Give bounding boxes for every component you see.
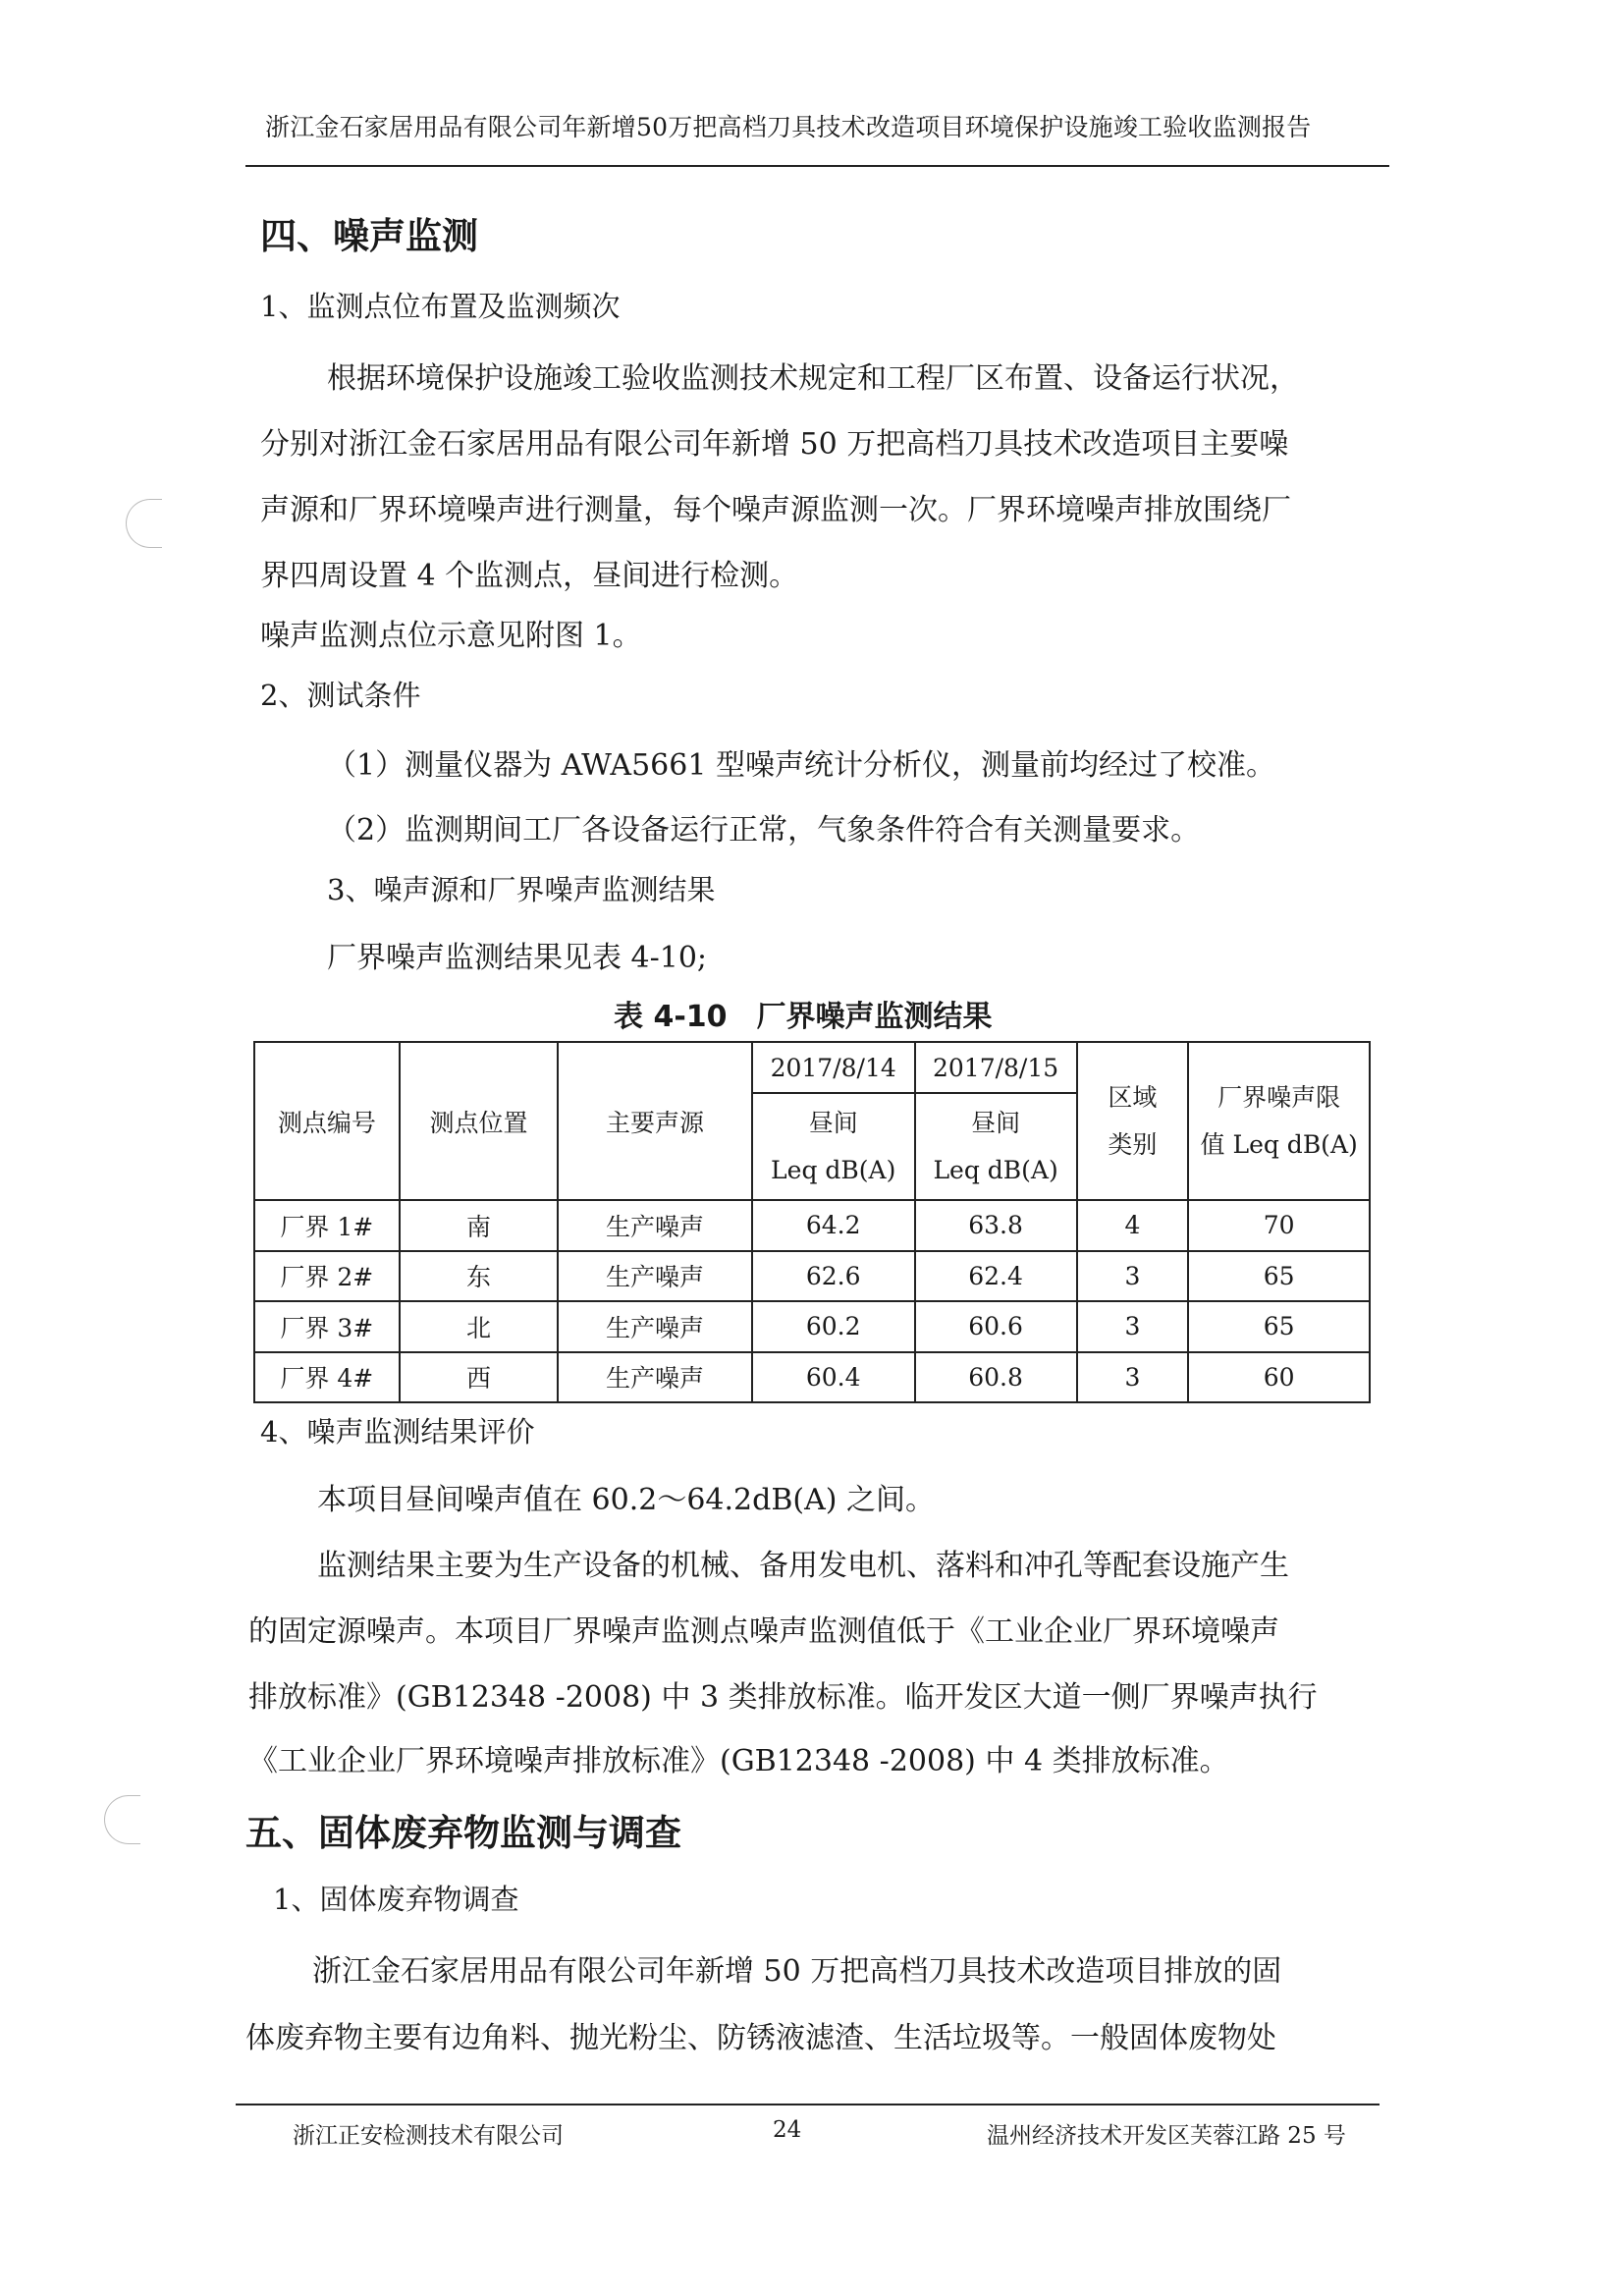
cell-position: 北 [400, 1301, 559, 1352]
cell-limit: 60 [1188, 1352, 1370, 1403]
subsection-heading: 3、噪声源和厂界噪声监测结果 [327, 873, 716, 906]
cell-value-day2: 63.8 [915, 1200, 1077, 1251]
section-heading-solid-waste: 五、固体废弃物监测与调查 [245, 1812, 681, 1854]
cell-point-id: 厂界 2# [254, 1251, 400, 1302]
subsection-heading: 1、监测点位布置及监测频次 [260, 290, 621, 323]
cell-point-id: 厂界 4# [254, 1352, 400, 1403]
header-cell: 区域 类别 [1077, 1042, 1189, 1200]
header-cell: 测点编号 [254, 1042, 400, 1200]
cell-value-day2: 62.4 [915, 1251, 1077, 1302]
header-cell: 测点位置 [400, 1042, 559, 1200]
figure-reference-note: 噪声监测点位示意见附图 1。 [260, 619, 642, 653]
cell-limit: 65 [1188, 1301, 1370, 1352]
cell-position: 东 [400, 1251, 559, 1302]
page-number: 24 [773, 2117, 802, 2143]
binding-hole-mark [126, 499, 162, 548]
cell-source: 生产噪声 [558, 1251, 751, 1302]
paragraph-line: 根据环境保护设施竣工验收监测技术规定和工程厂区布置、设备运行状况， [327, 361, 1299, 396]
subsection-heading: 2、测试条件 [260, 679, 421, 712]
table-caption: 表 4-10 厂界噪声监测结果 [614, 1000, 993, 1034]
table-row [254, 1251, 1370, 1302]
binding-hole-mark [104, 1795, 140, 1844]
subsection-heading: 4、噪声监测结果评价 [260, 1415, 535, 1449]
cell-value-day1: 60.4 [752, 1352, 915, 1403]
noise-results-table [253, 1041, 1371, 1403]
header-cell: 主要声源 [558, 1042, 751, 1200]
cell-value-day1: 60.2 [752, 1301, 915, 1352]
cell-value-day2: 60.8 [915, 1352, 1077, 1403]
cell-position: 南 [400, 1200, 559, 1251]
table-header-row [254, 1042, 1370, 1093]
header-cell: 昼间 Leq dB(A) [752, 1093, 915, 1200]
cell-source: 生产噪声 [558, 1352, 751, 1403]
paragraph-line: 体废弃物主要有边角料、抛光粉尘、防锈液滤渣、生活垃圾等。一般固体废物处 [245, 2021, 1276, 2055]
cell-source: 生产噪声 [558, 1200, 751, 1251]
cell-zone: 3 [1077, 1251, 1189, 1302]
cell-source: 生产噪声 [558, 1301, 751, 1352]
footer-company: 浙江正安检测技术有限公司 [293, 2123, 564, 2149]
cell-point-id: 厂界 3# [254, 1301, 400, 1352]
paragraph-line: 排放标准》(GB12348 -2008) 中 3 类排放标准。临开发区大道一侧厂界噪声执行 [248, 1680, 1318, 1715]
paragraph-line: 的固定源噪声。本项目厂界噪声监测点噪声监测值低于《工业企业厂界环境噪声 [248, 1614, 1279, 1649]
header-cell: 厂界噪声限 值 Leq dB(A) [1188, 1042, 1370, 1200]
cell-zone: 3 [1077, 1301, 1189, 1352]
paragraph-line: 《工业企业厂界环境噪声排放标准》(GB12348 -2008) 中 4 类排放标准。 [248, 1744, 1229, 1778]
table-reference-line: 厂界噪声监测结果见表 4-10; [327, 941, 708, 975]
header-rule [245, 165, 1389, 167]
cell-zone: 4 [1077, 1200, 1189, 1251]
table-row [254, 1352, 1370, 1403]
table-row [254, 1301, 1370, 1352]
condition-item: （2）监测期间工厂各设备运行正常，气象条件符合有关测量要求。 [327, 813, 1201, 847]
cell-limit: 70 [1188, 1200, 1370, 1251]
paragraph-line: 浙江金石家居用品有限公司年新增 50 万把高档刀具技术改造项目排放的固 [312, 1954, 1282, 1989]
condition-item: （1）测量仪器为 AWA5661 型噪声统计分析仪，测量前均经过了校准。 [327, 748, 1275, 783]
paragraph-line: 监测结果主要为生产设备的机械、备用发电机、落料和冲孔等配套设施产生 [317, 1549, 1289, 1583]
running-header: 浙江金石家居用品有限公司年新增50万把高档刀具技术改造项目环境保护设施竣工验收监测报告 [265, 113, 1312, 141]
paragraph-line: 界四周设置 4 个监测点，昼间进行检测。 [260, 559, 799, 593]
header-cell: 昼间 Leq dB(A) [915, 1093, 1077, 1200]
cell-zone: 3 [1077, 1352, 1189, 1403]
subsection-heading: 1、固体废弃物调查 [273, 1883, 519, 1916]
table-row [254, 1200, 1370, 1251]
section-heading-noise: 四、噪声监测 [260, 215, 478, 257]
paragraph-line: 分别对浙江金石家居用品有限公司年新增 50 万把高档刀具技术改造项目主要噪 [260, 427, 1289, 462]
header-cell: 2017/8/15 [915, 1042, 1077, 1093]
cell-value-day1: 62.6 [752, 1251, 915, 1302]
cell-position: 西 [400, 1352, 559, 1403]
footer-address: 温州经济技术开发区芙蓉江路 25 号 [987, 2123, 1346, 2149]
cell-point-id: 厂界 1# [254, 1200, 400, 1251]
footer-rule [236, 2104, 1380, 2105]
cell-limit: 65 [1188, 1251, 1370, 1302]
cell-value-day1: 64.2 [752, 1200, 915, 1251]
header-cell: 2017/8/14 [752, 1042, 915, 1093]
paragraph-line: 声源和厂界环境噪声进行测量，每个噪声源监测一次。厂界环境噪声排放围绕厂 [260, 493, 1291, 527]
paragraph-line: 本项目昼间噪声值在 60.2～64.2dB(A) 之间。 [317, 1483, 935, 1517]
cell-value-day2: 60.6 [915, 1301, 1077, 1352]
